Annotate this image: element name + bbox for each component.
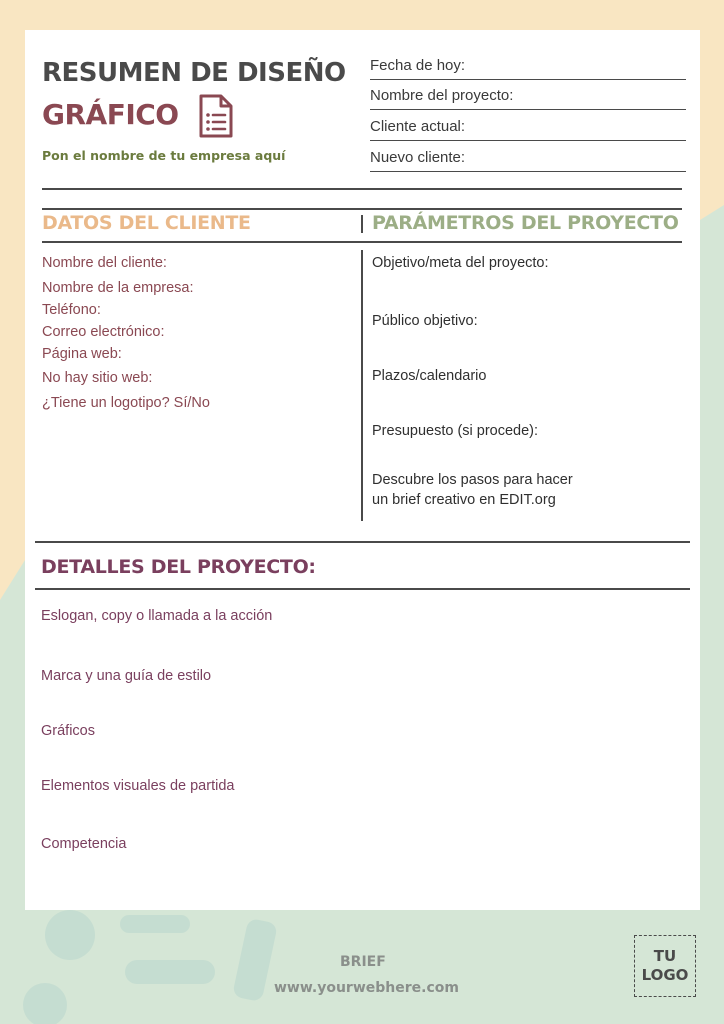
- slogan-label: Eslogan, copy o llamada a la acción: [41, 608, 273, 624]
- footer-brief-label: BRIEF: [340, 954, 386, 970]
- budget-label: Presupuesto (si procede):: [372, 423, 539, 439]
- promo-line-1: Descubre los pasos para hacer: [372, 472, 573, 488]
- logo-placeholder: [634, 935, 696, 997]
- email-label: Correo electrónico:: [42, 324, 165, 340]
- has-logo-label: ¿Tiene un logotipo? Sí/No: [42, 395, 210, 411]
- logo-line-2: LOGO: [641, 966, 689, 984]
- column-separator: [361, 250, 363, 521]
- client-data-heading: DATOS DEL CLIENTE: [42, 212, 251, 234]
- title-line-1: RESUMEN DE DISEÑO: [42, 58, 346, 88]
- promo-line-2: un brief creativo en EDIT.org: [372, 492, 556, 508]
- edit-promo[interactable]: [372, 470, 573, 510]
- project-goal-label: Objetivo/meta del proyecto:: [372, 255, 549, 271]
- divider-section-bottom: [42, 241, 682, 243]
- divider-section-top: [42, 208, 682, 210]
- company-name-placeholder: Pon el nombre de tu empresa aquí: [42, 148, 286, 163]
- field-new-client[interactable]: Nuevo cliente:: [370, 147, 686, 172]
- competition-label: Competencia: [41, 836, 127, 852]
- document-checklist-icon: [197, 94, 235, 138]
- project-params-heading: PARÁMETROS DEL PROYECTO: [372, 212, 679, 234]
- timeline-label: Plazos/calendario: [372, 368, 487, 384]
- company-name-label: Nombre de la empresa:: [42, 280, 194, 296]
- divider-details-top: [35, 541, 690, 543]
- divider-top: [42, 188, 682, 190]
- field-date[interactable]: Fecha de hoy:: [370, 55, 686, 80]
- brand-style-label: Marca y una guía de estilo: [41, 668, 212, 684]
- graphics-label: Gráficos: [41, 723, 95, 739]
- title-line-2: GRÁFICO: [42, 98, 179, 131]
- heading-separator: [361, 215, 363, 233]
- website-label: Página web:: [42, 346, 122, 362]
- divider-details-bottom: [35, 588, 690, 590]
- field-project-name[interactable]: Nombre del proyecto:: [370, 85, 686, 110]
- footer-website[interactable]: www.yourwebhere.com: [274, 980, 459, 996]
- client-name-label: Nombre del cliente:: [42, 255, 167, 271]
- project-details-heading: DETALLES DEL PROYECTO:: [41, 556, 316, 578]
- phone-label: Teléfono:: [42, 302, 101, 318]
- logo-line-1: TU: [653, 947, 677, 965]
- visual-elements-label: Elementos visuales de partida: [41, 778, 235, 794]
- field-current-client[interactable]: Cliente actual:: [370, 116, 686, 141]
- target-audience-label: Público objetivo:: [372, 313, 478, 329]
- no-website-label: No hay sitio web:: [42, 370, 153, 386]
